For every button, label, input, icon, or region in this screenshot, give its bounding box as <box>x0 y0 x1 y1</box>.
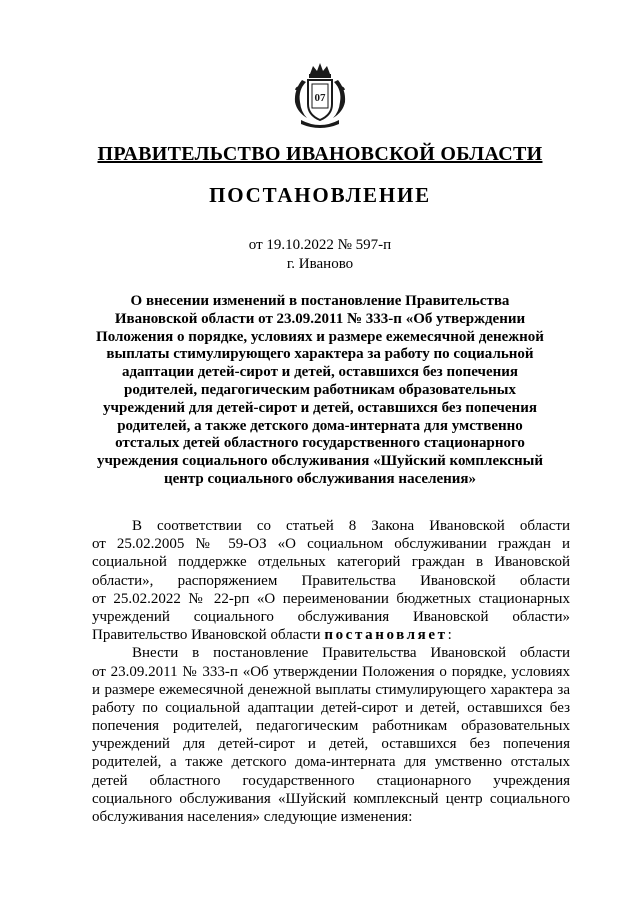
paragraph-line: В соответствии со статьей 8 Закона Ивановской области <box>132 518 570 534</box>
paragraph-line <box>92 626 570 644</box>
subject-line: Положения о порядке, условиях и размере ежемесячной денежной <box>96 328 544 345</box>
subject-line: учреждений для детей-сирот и детей, оставшихся без попечения <box>103 399 537 416</box>
paragraph-line: попечения родителей, педагогическим работникам образовательных <box>92 718 570 735</box>
coat-of-arms-icon <box>293 60 347 130</box>
subject-line: О внесении изменений в постановление Правительства <box>130 293 510 309</box>
subject-line: выплаты стимулирующего характера за работу по социальной <box>106 346 534 363</box>
document-body <box>92 517 570 826</box>
paragraph-line: от 25.02.2005 № 59-ОЗ «О социальном обслуживании граждан и <box>92 536 570 553</box>
paragraph-line: и размере ежемесячной денежной выплаты стимулирующего характера за <box>92 681 570 698</box>
subject-line: Ивановской области от 23.09.2011 № 333-п «Об утверждении <box>114 310 526 327</box>
paragraph-line: от 25.02.2022 № 22-рп «О переименовании бюджетных стационарных <box>92 590 570 607</box>
document-type: ПОСТАНОВЛЕНИЕ <box>209 183 431 207</box>
document-subject <box>92 293 548 489</box>
document-date-number: от 19.10.2022 № 597-п <box>248 237 392 253</box>
paragraph-line: области», распоряжением Правительства Ивановской области <box>92 572 570 589</box>
subject-line: отсталых детей областного государственного стационарного <box>115 435 525 452</box>
paragraph-line: работу по социальной адаптации детей-сирот и детей, оставшихся без <box>92 699 570 716</box>
paragraph-line: родителей, а также детского дома-интерната для умственно отсталых <box>92 754 570 771</box>
resolution-prefix: Правительство Ивановской области <box>92 627 325 644</box>
subject-line: родителей, а также детского дома-интерната для умственно <box>117 417 523 434</box>
paragraph-line: от 23.09.2011 № 333-п «Об утверждении Положения о порядке, условиях <box>92 663 570 680</box>
resolution-suffix: : <box>447 627 452 644</box>
paragraph-line: обслуживания населения» следующие изменения: <box>92 809 413 825</box>
paragraph-line: детей областного государственного стационарного учреждения <box>92 772 570 789</box>
government-title: ПРАВИТЕЛЬСТВО ИВАНОВСКОЙ ОБЛАСТИ <box>97 143 543 165</box>
subject-line: родителей, педагогическим работникам образовательных <box>123 381 516 398</box>
svg-text:07: 07 <box>314 92 326 104</box>
paragraph-line: социальной поддержке отдельных категорий граждан в Ивановской <box>92 554 570 571</box>
subject-line: центр социального обслуживания населения» <box>163 470 477 487</box>
paragraph-line: социального обслуживания «Шуйский комплексный центр социального <box>92 790 570 807</box>
document-city: г. Иваново <box>286 256 354 272</box>
resolution-keyword: постановляет <box>324 627 448 644</box>
subject-line: адаптации детей-сирот и детей, оставшихся без попечения <box>121 364 519 381</box>
subject-line: учреждения социального обслуживания «Шуйский комплексный <box>96 453 544 470</box>
paragraph-line: учреждений социального обслуживания Ивановской области» <box>92 608 570 625</box>
paragraph-line: Внести в постановление Правительства Ивановской области <box>132 645 570 662</box>
paragraph-line: учреждений для детей-сирот и детей, оставшихся без попечения <box>92 736 570 753</box>
